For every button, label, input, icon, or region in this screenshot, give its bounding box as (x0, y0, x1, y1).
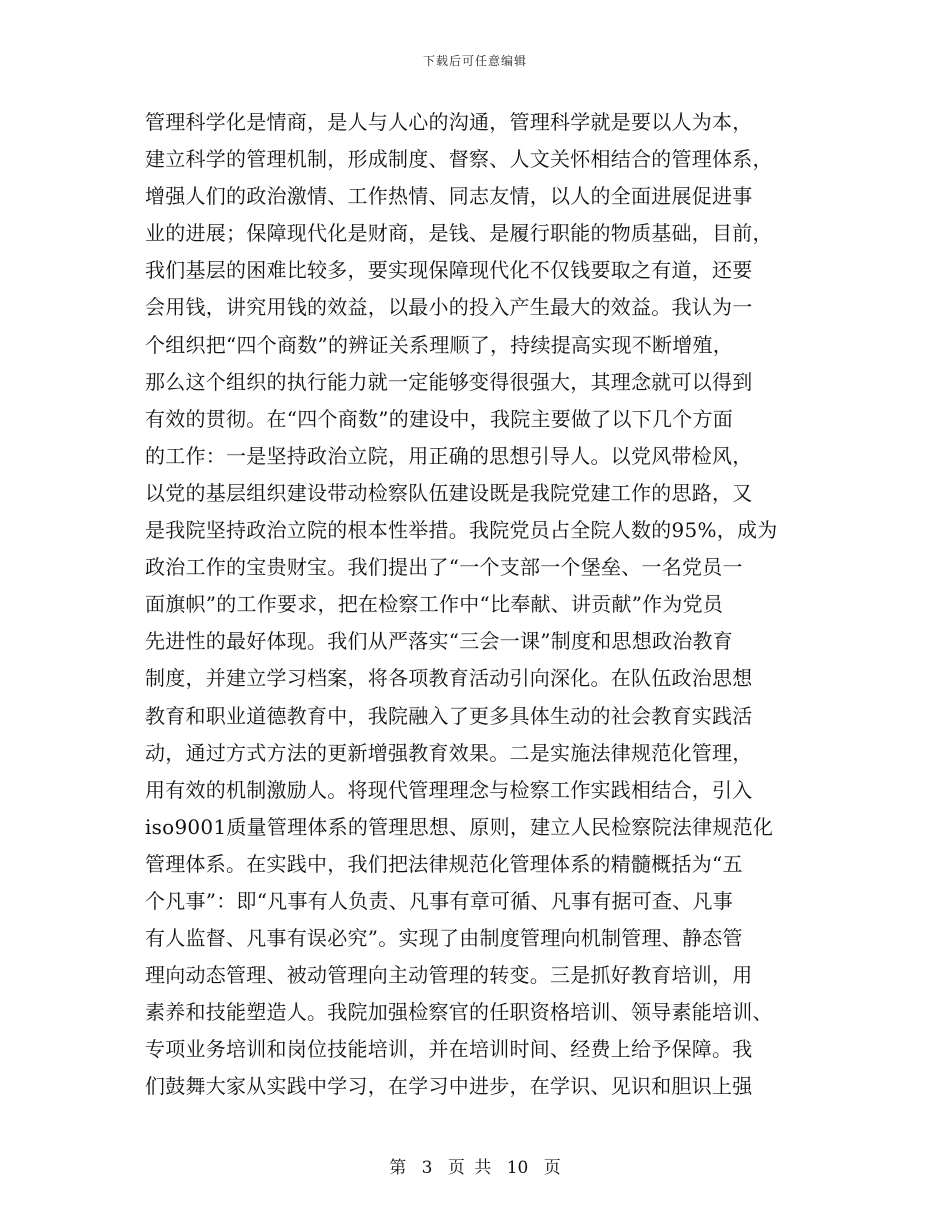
text-line: 理向动态管理、被动管理向主动管理的转变。三是抓好教育培训，用 (145, 963, 753, 988)
page-footer (0, 1153, 950, 1178)
footer-middle: 页 共 (447, 1158, 492, 1178)
text-line: 动，通过方式方法的更新增强教育效果。二是实施法律规范化管理， (145, 740, 753, 765)
text-line: 有效的贯彻。在“四个商数”的建设中，我院主要做了以下几个方面 (145, 406, 733, 431)
text-line: 管理科学化是情商，是人与人心的沟通，管理科学就是要以人为本， (145, 110, 753, 134)
text-line: 政治工作的宝贵财宝。我们提出了“一个支部一个堡垒、一名党员一 (145, 555, 743, 580)
text-line: 面旗帜”的工作要求，把在检察工作中“比奉献、讲贡献”作为党员 (145, 592, 724, 617)
current-page-number: 3 (421, 1158, 433, 1178)
text-line: 以党的基层组织建设带动检察队伍建设既是我院党建工作的思路，又 (145, 480, 753, 505)
text-line: 的工作：一是坚持政治立院，用正确的思想引导人。以党风带检风， (145, 443, 753, 468)
text-line: 是我院坚持政治立院的根本性举措。我院党员占全院人数的95%，成为 (145, 518, 778, 543)
text-line: 制度，并建立学习档案，将各项教育活动引向深化。在队伍政治思想 (145, 666, 753, 691)
text-line: 用有效的机制激励人。将现代管理理念与检察工作实践相结合，引入 (145, 777, 753, 802)
text-line: 们鼓舞大家从实践中学习，在学习中进步，在学识、见识和胆识上强 (145, 1074, 753, 1099)
text-line: 有人监督、凡事有误必究”。实现了由制度管理向机制管理、静态管 (145, 926, 743, 951)
page-header-note: 下载后可任意编辑 (422, 54, 527, 68)
text-line: 建立科学的管理机制，形成制度、督察、人文关怀相结合的管理体系， (145, 147, 773, 172)
text-line: 增强人们的政治激情、工作热情、同志友情，以人的全面进展促进事 (145, 184, 753, 209)
footer-prefix: 第 (389, 1158, 407, 1178)
text-line: 先进性的最好体现。我们从严落实“三会一课”制度和思想政治教育 (145, 629, 733, 654)
document-body (145, 104, 815, 1106)
text-line: 个凡事”：即“凡事有人负责、凡事有章可循、凡事有据可查、凡事 (145, 888, 733, 913)
text-line: 管理体系。在实践中，我们把法律规范化管理体系的精髓概括为“五 (145, 851, 743, 876)
total-pages-number: 10 (506, 1158, 529, 1178)
text-line: 专项业务培训和岗位技能培训，并在培训时间、经费上给予保障。我 (145, 1037, 753, 1062)
text-line: iso9001质量管理体系的管理思想、原则，建立人民检察院法律规范化 (145, 814, 774, 839)
text-line: 我们基层的困难比较多，要实现保障现代化不仅钱要取之有道，还要 (145, 258, 753, 283)
footer-suffix: 页 (543, 1158, 561, 1178)
text-line: 教育和职业道德教育中，我院融入了更多具体生动的社会教育实践活 (145, 703, 753, 728)
text-line: 个组织把“四个商数”的辨证关系理顺了，持续提高实现不断增殖， (145, 332, 733, 357)
text-line: 那么这个组织的执行能力就一定能够变得很强大，其理念就可以得到 (145, 369, 753, 394)
text-line: 会用钱，讲究用钱的效益，以最小的投入产生最大的效益。我认为一 (145, 295, 753, 320)
text-line: 素养和技能塑造人。我院加强检察官的任职资格培训、领导素能培训、 (145, 1000, 773, 1025)
text-line: 业的进展；保障现代化是财商，是钱、是履行职能的物质基础，目前， (145, 221, 773, 246)
